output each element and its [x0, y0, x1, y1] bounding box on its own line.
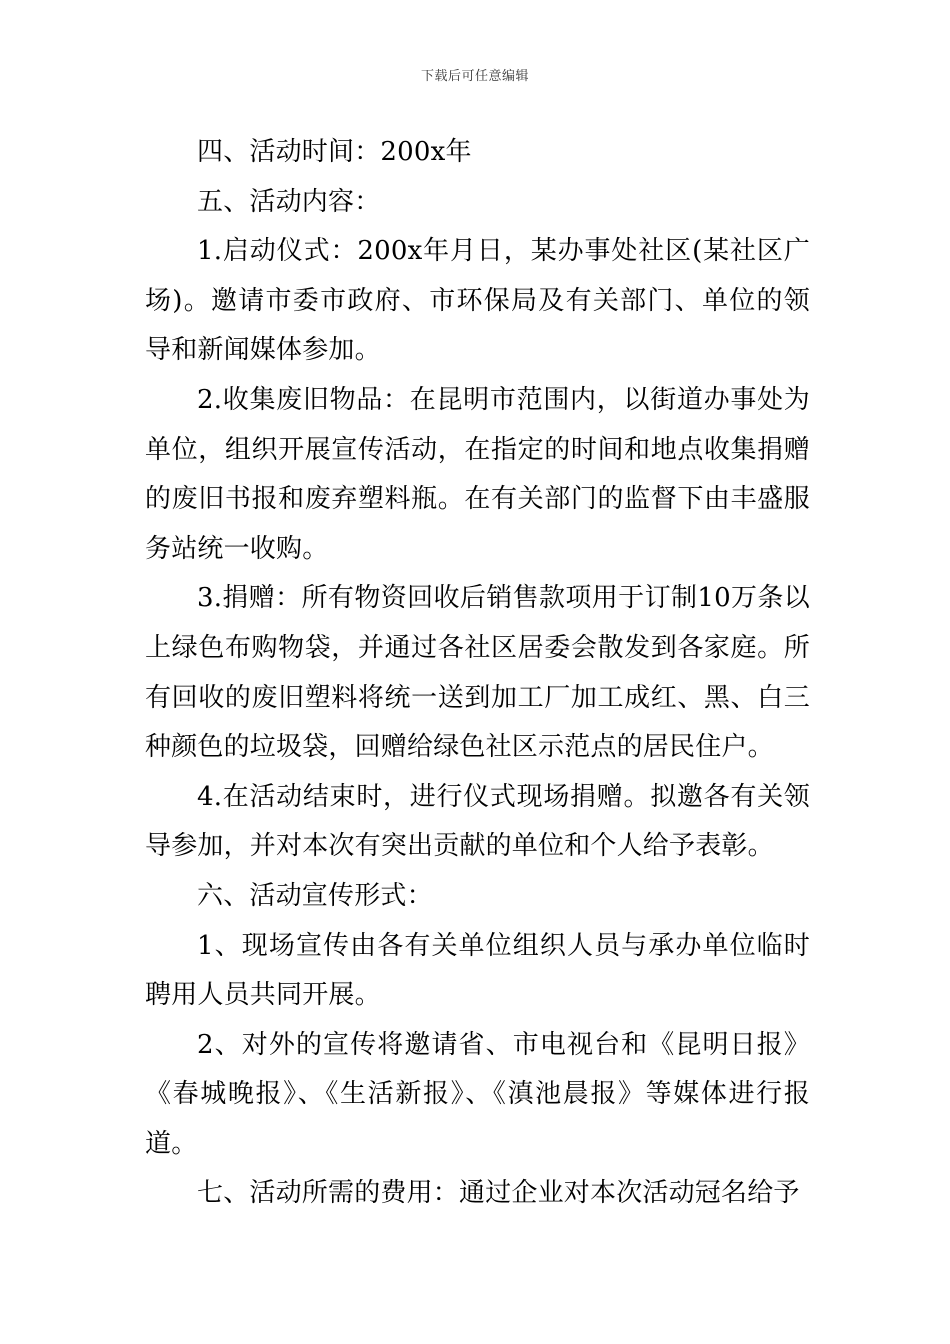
paragraph-publicity-heading: 六、活动宣传形式： — [197, 880, 433, 911]
paragraph-donation: 3.捐赠：所有物资回收后销售款项用于订制10万条以上绿色布购物袋，并通过各社区居委会散发到各家庭。所有回收的废旧塑料将统一送到加工厂加工成红、黑、白三种颜色的垃圾袋，回赠给绿色社区示范点的居民住户。 — [145, 583, 810, 763]
paragraph-collect-items: 2.收集废旧物品：在昆明市范围内，以街道办事处为单位，组织开展宣传活动，在指定的时间和地点收集捐赠的废旧书报和废弃塑料瓶。在有关部门的监督下由丰盛服务站统一收购。 — [145, 384, 810, 564]
paragraph-activity-costs: 七、活动所需的费用：通过企业对本次活动冠名给予 — [197, 1178, 800, 1209]
paragraph-launch-ceremony: 1.启动仪式：200x年月日，某办事处社区(某社区广场)。邀请市委市政府、市环保局及有关部门、单位的领导和新闻媒体参加。 — [145, 236, 810, 366]
paragraph-activity-content-heading: 五、活动内容： — [197, 186, 381, 217]
paragraph-external-publicity: 2、对外的宣传将邀请省、市电视台和《昆明日报》《春城晚报》、《生活新报》、《滇池晨报》等媒体进行报道。 — [145, 1029, 810, 1159]
header-note: 下载后可任意编辑 — [420, 69, 529, 84]
paragraph-onsite-publicity: 1、现场宣传由各有关单位组织人员与承办单位临时聘用人员共同开展。 — [145, 930, 810, 1011]
document-body — [145, 128, 810, 1219]
paragraph-activity-time: 四、活动时间：200x年 — [197, 137, 472, 167]
paragraph-closing-ceremony: 4.在活动结束时，进行仪式现场捐赠。拟邀各有关领导参加，并对本次有突出贡献的单位和个人给予表彰。 — [145, 781, 810, 862]
